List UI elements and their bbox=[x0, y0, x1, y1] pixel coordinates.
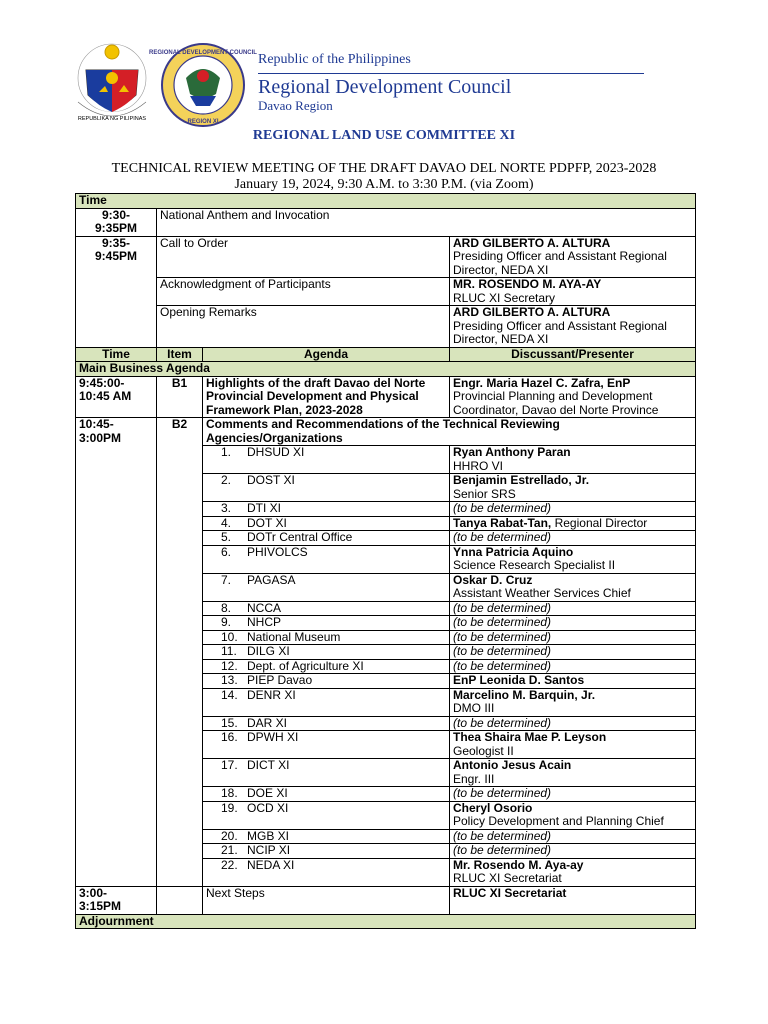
presenter-name: Engr. Maria Hazel C. Zafra, EnP bbox=[453, 375, 631, 390]
agency-number: 7. bbox=[221, 572, 232, 587]
table-row bbox=[76, 306, 696, 348]
presenter-name: RLUC XI Secretariat bbox=[453, 885, 567, 900]
presenter-role: Engr. III bbox=[453, 771, 495, 786]
agency-name: NEDA XI bbox=[247, 857, 295, 872]
presenter-role: Senior SRS bbox=[453, 486, 516, 501]
presenter-tbd: (to be determined) bbox=[453, 715, 552, 730]
agency-name: PHIVOLCS bbox=[247, 544, 308, 559]
agency-number: 9. bbox=[221, 615, 232, 629]
presenter-tbd: (to be determined) bbox=[453, 615, 552, 629]
agency-name: OCD XI bbox=[247, 800, 289, 815]
meeting-title: TECHNICAL REVIEW MEETING OF THE DRAFT DAVAO DEL NORTE PDPFP, 2023-2028 bbox=[111, 161, 657, 176]
agency-number: 20. bbox=[221, 828, 238, 843]
presenter-line bbox=[453, 731, 692, 745]
agency-number: 13. bbox=[221, 673, 238, 687]
presenter-role: Science Research Specialist II bbox=[453, 558, 616, 572]
agency-name: National Museum bbox=[247, 629, 341, 644]
agency-name: PAGASA bbox=[247, 572, 296, 587]
agency-number: 3. bbox=[221, 501, 232, 515]
council-name: Regional Development Council bbox=[258, 76, 512, 98]
agency-name: DOST XI bbox=[247, 473, 295, 487]
philippine-seal-icon bbox=[72, 40, 152, 125]
agenda-text: Next Steps bbox=[206, 885, 265, 900]
column-header-row bbox=[76, 347, 696, 362]
table-row bbox=[76, 236, 696, 278]
column-header-item: Item bbox=[167, 346, 192, 361]
agency-number: 17. bbox=[221, 758, 238, 772]
presenter-name: Mr. Rosendo M. Aya-ay bbox=[453, 857, 584, 872]
presenter-name: Oskar D. Cruz bbox=[453, 572, 533, 587]
column-header-presenter: Discussant/Presenter bbox=[511, 346, 634, 361]
presenter-name: Ryan Anthony Paran bbox=[453, 445, 571, 459]
table-row bbox=[76, 418, 696, 446]
presenter-name: Thea Shaira Mae P. Leyson bbox=[453, 730, 607, 744]
activity-label: Opening Remarks bbox=[160, 305, 257, 319]
activity-label: Acknowledgment of Participants bbox=[160, 277, 331, 291]
column-header-time: Time bbox=[102, 346, 130, 361]
agency-name: NCCA bbox=[247, 600, 282, 615]
column-header-agenda: Agenda bbox=[303, 346, 348, 361]
agency-number: 18. bbox=[221, 786, 238, 800]
agenda-text: Highlights of the draft Davao del Norte Provincial Development and Physical Framework Plan, 2023-2028 bbox=[206, 375, 426, 417]
main-business-row bbox=[76, 362, 696, 377]
agency-name: NHCP bbox=[247, 615, 282, 629]
presenter-name: EnP Leonida D. Santos bbox=[453, 673, 585, 687]
presenter-role: RLUC XI Secretariat bbox=[453, 871, 562, 885]
presenter-name: ARD GILBERTO A. ALTURA bbox=[453, 305, 611, 319]
agency-number: 12. bbox=[221, 658, 238, 673]
presenter-role: Presiding Officer and Assistant Regional Director, NEDA XI bbox=[453, 249, 667, 277]
table-row bbox=[76, 208, 696, 236]
adjournment-row bbox=[76, 914, 696, 929]
header-divider bbox=[258, 73, 644, 74]
table-row bbox=[76, 886, 696, 914]
presenter-name: Marcelino M. Barquin, Jr. bbox=[453, 687, 596, 702]
presenter-role: DMO III bbox=[453, 701, 495, 715]
time-cell: 9:30- 9:35PM bbox=[94, 207, 138, 235]
agency-name: Dept. of Agriculture XI bbox=[247, 658, 364, 673]
presenter-tbd: (to be determined) bbox=[453, 658, 552, 673]
time-header: Time bbox=[79, 193, 107, 207]
table-row bbox=[76, 278, 696, 306]
presenter-line bbox=[453, 802, 692, 816]
agency-number: 21. bbox=[221, 843, 238, 857]
presenter-role: Geologist II bbox=[453, 743, 514, 758]
time-cell: 10:45- 3:00PM bbox=[79, 417, 122, 445]
agency-name: DILG XI bbox=[247, 644, 290, 658]
presenter-line bbox=[453, 759, 692, 773]
agency-name: DOTr Central Office bbox=[247, 530, 353, 544]
presenter-role: Regional Director bbox=[551, 515, 648, 530]
presenter-name: MR. ROSENDO M. AYA-AY bbox=[453, 277, 602, 291]
presenter-line bbox=[453, 689, 692, 703]
meeting-date: January 19, 2024, 9:30 A.M. to 3:30 P.M. (via Zoom) bbox=[234, 177, 534, 192]
presenter-role: RLUC XI Secretary bbox=[453, 290, 556, 305]
presenter-role: Provincial Planning and Development Coordinator, Davao del Norte Province bbox=[453, 389, 659, 417]
time-cell: 9:45:00- 10:45 AM bbox=[79, 375, 132, 403]
agency-name: DOT XI bbox=[247, 515, 287, 530]
presenter-role: Presiding Officer and Assistant Regional Director, NEDA XI bbox=[453, 318, 667, 346]
presenter-tbd: (to be determined) bbox=[453, 530, 552, 544]
presenter-tbd: (to be determined) bbox=[453, 786, 552, 800]
agency-name: PIEP Davao bbox=[247, 673, 313, 687]
agency-number: 8. bbox=[221, 600, 232, 615]
presenter-role: Policy Development and Planning Chief bbox=[453, 814, 664, 828]
item-code: B2 bbox=[171, 417, 188, 431]
svg-text:REGION XI: REGION XI bbox=[187, 119, 219, 125]
agency-name: DHSUD XI bbox=[247, 445, 305, 459]
presenter-line bbox=[453, 474, 692, 488]
presenter-line bbox=[453, 674, 692, 688]
agency-name: DICT XI bbox=[247, 758, 290, 772]
presenter-line bbox=[453, 574, 692, 588]
agency-number: 22. bbox=[221, 857, 238, 872]
time-cell: 3:00- 3:15PM bbox=[79, 885, 122, 913]
table-row bbox=[76, 376, 696, 418]
presenter-name: ARD GILBERTO A. ALTURA bbox=[453, 235, 611, 250]
time-cell: 9:35- 9:45PM bbox=[94, 235, 138, 263]
agency-number: 16. bbox=[221, 730, 238, 744]
agency-number: 2. bbox=[221, 473, 232, 487]
region-name: Davao Region bbox=[258, 98, 333, 113]
agency-name: DOE XI bbox=[247, 786, 288, 800]
item-code: B1 bbox=[171, 375, 188, 390]
agenda-text: Comments and Recommendations of the Technical Reviewing Agencies/Organizations bbox=[206, 417, 560, 445]
agency-number: 1. bbox=[221, 445, 232, 459]
agency-number: 6. bbox=[221, 544, 232, 559]
agency-name: DAR XI bbox=[247, 715, 288, 730]
agency-number: 11. bbox=[221, 644, 237, 658]
presenter-name: Cheryl Osorio bbox=[453, 800, 533, 815]
agency-name: DENR XI bbox=[247, 687, 296, 702]
adjournment-label: Adjournment bbox=[79, 913, 154, 928]
presenter-name: Benjamin Estrellado, Jr. bbox=[453, 473, 590, 487]
committee-title: REGIONAL LAND USE COMMITTEE XI bbox=[252, 128, 516, 143]
agency-number: 5. bbox=[221, 530, 232, 544]
activity-label: Call to Order bbox=[160, 235, 229, 250]
agenda-table bbox=[75, 193, 696, 929]
agency-number: 14. bbox=[221, 687, 238, 702]
agency-name: MGB XI bbox=[247, 828, 290, 843]
agency-number: 4. bbox=[221, 515, 232, 530]
presenter-tbd: (to be determined) bbox=[453, 843, 552, 857]
presenter-role: HHRO VI bbox=[453, 458, 504, 473]
agency-name: DPWH XI bbox=[247, 730, 299, 744]
agency-name: NCIP XI bbox=[247, 843, 291, 857]
presenter-line bbox=[453, 546, 692, 560]
presenter-tbd: (to be determined) bbox=[453, 828, 552, 843]
svg-text:REPUBLIKA NG PILIPINAS: REPUBLIKA NG PILIPINAS bbox=[77, 116, 147, 122]
presenter-tbd: (to be determined) bbox=[453, 629, 552, 644]
presenter-tbd: (to be determined) bbox=[453, 501, 552, 515]
agency-number: 10. bbox=[221, 629, 238, 644]
presenter-name: Ynna Patricia Aquino bbox=[453, 544, 574, 559]
presenter-tbd: (to be determined) bbox=[453, 644, 552, 658]
presenter-tbd: (to be determined) bbox=[453, 600, 552, 615]
activity-label: National Anthem and Invocation bbox=[160, 207, 330, 222]
presenter-line bbox=[453, 446, 692, 460]
svg-text:REGIONAL DEVELOPMENT COUNCIL: REGIONAL DEVELOPMENT COUNCIL bbox=[149, 50, 257, 56]
agency-number: 19. bbox=[221, 800, 238, 815]
agency-name: DTI XI bbox=[247, 501, 282, 515]
main-business-label: Main Business Agenda bbox=[79, 361, 210, 375]
rdc-seal-icon bbox=[149, 42, 257, 128]
agency-number: 15. bbox=[221, 715, 238, 730]
presenter-line bbox=[453, 859, 692, 873]
presenter-name: Antonio Jesus Acain bbox=[453, 758, 572, 772]
presenter-line bbox=[453, 517, 692, 531]
time-header-row bbox=[76, 194, 696, 209]
presenter-role: Assistant Weather Services Chief bbox=[453, 586, 631, 600]
presenter-name: Tanya Rabat-Tan, bbox=[453, 515, 552, 530]
republic-line: Republic of the Philippines bbox=[258, 52, 411, 67]
